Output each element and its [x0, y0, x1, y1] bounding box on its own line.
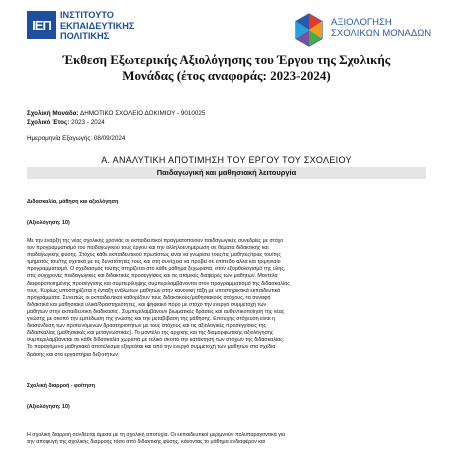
year-row: Σχολικό Έτος: 2023 - 2024	[27, 118, 105, 126]
section-heading: Α. ΑΝΑΛΥΤΙΚΗ ΑΠΟΤΙΜΗΣΗ ΤΟΥ ΕΡΓΟΥ ΤΟΥ ΣΧΟΛΕΙΟΥ	[101, 155, 352, 165]
hexagon-icon	[291, 12, 327, 48]
iep-logo-mark: ΙΕΠ	[27, 11, 56, 39]
export-date-row: Ημερομηνία Εξαγωγής: 08/09/2024	[27, 135, 126, 142]
subsection-paragraph: Η σχολική διαρροή συνδέεται άμεσα με τη σχολική αποτυχία. Οι εκπαιδευτικοί μεριμνούν πολυπαραγοντικά για την αποφυγή της σχολικής διαρροής τόσο από διδακτικής φύσης, κάνοντας το μάθημα ενδιαφέρον και	[27, 432, 286, 446]
iep-logo-text: ΙΝΣΤΙΤΟΥΤΟ ΕΚΠΑΙΔΕΥΤΙΚΗΣ ΠΟΛΙΤΙΚΗΣ	[60, 10, 135, 41]
school-row: Σχολική Μονάδα: ΔΗΜΟΤΙΚΟ ΣΧΟΛΕΙΟ ΔΟΚΙΜΙΟΥ - 9010025	[27, 110, 206, 117]
document-title: Έκθεση Εξωτερικής Αξιολόγησης του Έργου της Σχολικής Μονάδας (έτος αναφοράς: 2023-2024)	[62, 52, 391, 83]
iep-logo	[27, 10, 152, 44]
subsection-title: Διδασκαλία, μάθηση και αξιολόγηση	[27, 199, 119, 205]
school-evaluation-logo-text: ΑΞΙΟΛΟΓΗΣΗ ΣΧΟΛΙΚΩΝ ΜΟΝΑΔΩΝ	[331, 17, 432, 39]
subsection-score: (Αξιολόγηση: 10)	[27, 220, 70, 226]
subsection-score: (Αξιολόγηση: 10)	[27, 404, 70, 410]
subsection-paragraph: Με την έναρξη της νέας σχολικής χρονιάς οι εκπαιδευτικοί πραγματοποιούν παιδαγωγικές συνεδρίες με στόχο τον προγραμματισμό του παιδαγωγικού τους έργου και την αλληλοενημέρωση σε θέματα διδακτικής και παιδαγωγικής φύσης. Στόχος κάθε εκπαιδευτικού πρωτίστως είναι να γνωρίσει τους/τις μαθητές/τριες του/της τμήματός του/της σχετικά με τις δυνατότητές τους και στη συνέχεια να προβεί σε επίπεδο αλλά και τριμηνιαίο προγραμματισμό. Ο σχεδιασμός τούτης στηρίζεται στο κάθε μάθημα ξεχωριστά, στον εξορθολογισμό της ύλης, στις σύγχρονες παιδαγωγικές και διδακτικές προσεγγίσεις και τις ατομικές διαφορές των μαθητών. Μοντέλα διαφοροποιημένης προσέγγισης και συμπερίληψης συμπεριλαμβάνονται στον προγραμματισμό της διδασκαλίας τους. Κυρίως υποστηρίζεται η ένταξη ενάλωτων μαθητών στην κανονική τάξη με υποστηρικτικά εκπαιδευτικά προγράμματα. Συνεπώς οι εκπαιδευτικοί καθορίζουν τους διδακτικούς/μαθησιακούς στόχους, τα συναφή διδακτικά και μαθησιακά υλικά/δραστηριότητες, και ψηφιακό πόρο με στόχο την ενεργό συμμετοχή των μαθητών στην εκπαιδευτική διαδικασία . Συμπεριλαμβάνουν βιωματικές δράσεις και αυθεντικοποίηση της νέας γνώσης με σκοπό την εμπέδωση της γνώσης και την μεταβίβαση της μάθησης. Επιτυχής στόχευση είναι η διασύνδεση των προτεινόμενων δραστηριοτήτων με τους στόχους και τις αξιολογικές προσεγγίσεις της διδασκαλίας (μαθησιακές και μεταγνωστικές). Το μοντέλο της αρχικής και της διαμορφωτικής αξιολόγησης συμπεριλαμβάνεται σε κάθε διδασκαλία χωριστά με τελικό σκοπό την κατάκτηση των στόχων της διδασκαλίας. Το παραγόμενο μαθησιακό αποτέλεσμα εξαρτάται και από την ενεργό συμμετοχή των μαθητών στα σχέδια δράσης και στα εργαστήρια δεξιοτήτων.	[27, 238, 290, 358]
pedagogical-band: Παιδαγωγική και μαθησιακή λειτουργία	[27, 167, 426, 179]
subsection-title: Σχολική διαρροή - φοίτηση	[27, 383, 95, 389]
school-info	[27, 110, 205, 144]
school-evaluation-logo	[291, 10, 441, 50]
